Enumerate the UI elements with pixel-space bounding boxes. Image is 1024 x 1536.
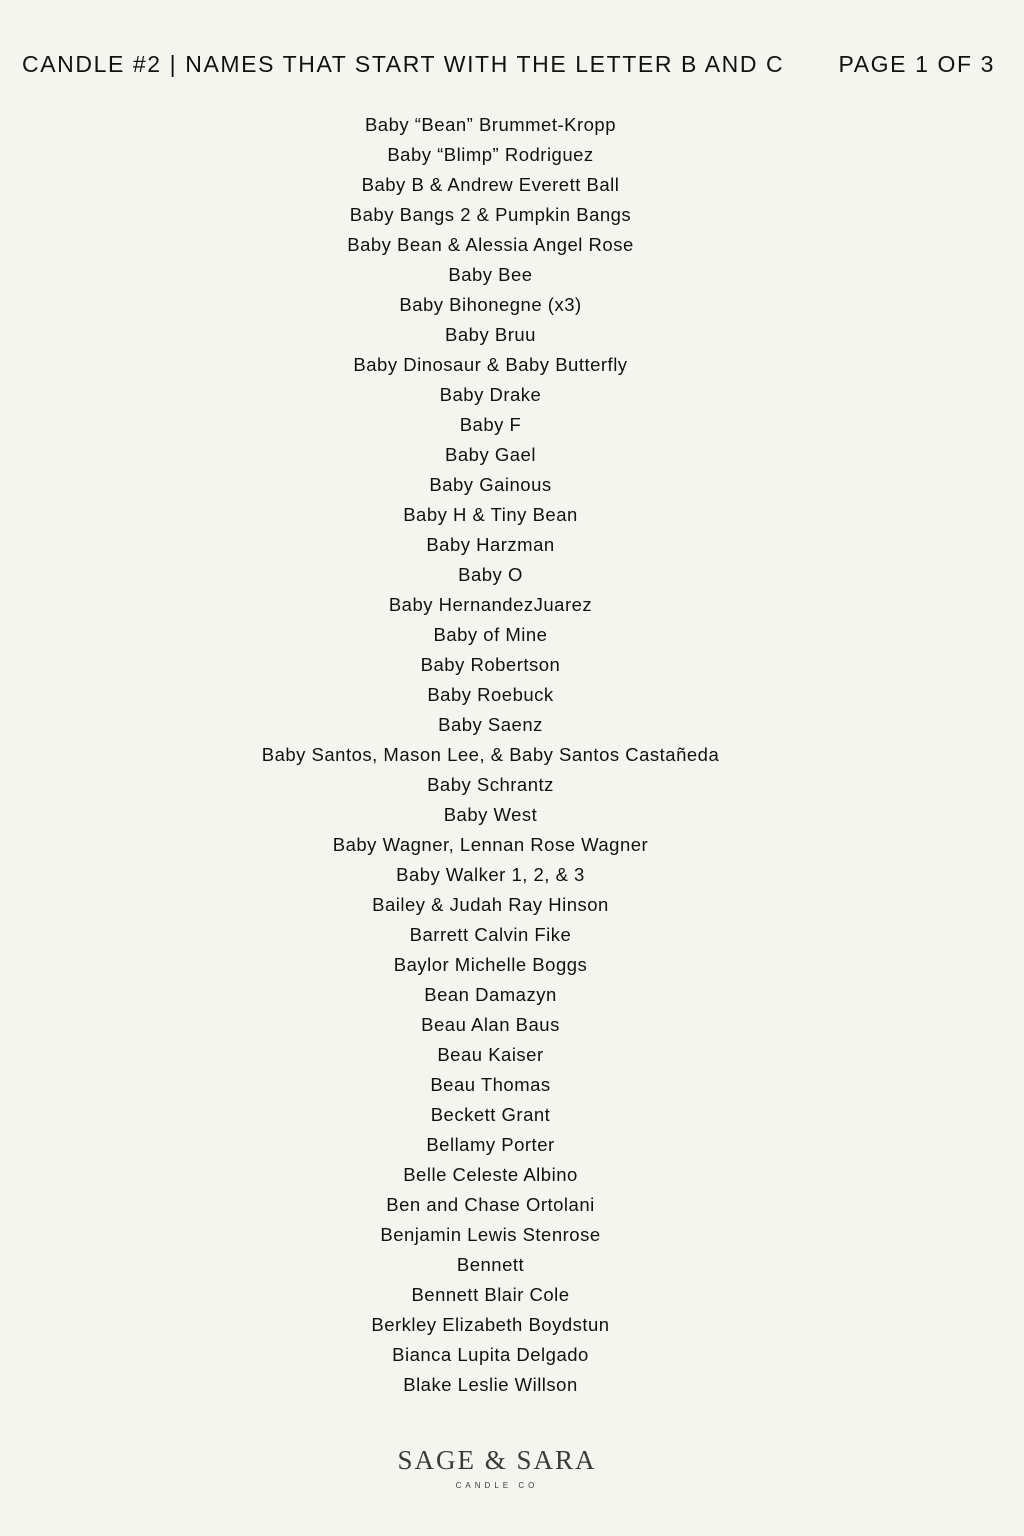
- name-item: Bennett Blair Cole: [411, 1284, 570, 1305]
- name-item: Baby Drake: [439, 384, 542, 405]
- name-item: Baby Walker 1, 2, & 3: [396, 864, 585, 885]
- name-item: Baby Bean & Alessia Angel Rose: [347, 234, 634, 255]
- name-item: Benjamin Lewis Stenrose: [380, 1224, 601, 1245]
- name-item: Barrett Calvin Fike: [409, 924, 572, 945]
- name-item: Baby Robertson: [420, 654, 561, 675]
- page-number: PAGE 1 OF 3: [838, 51, 995, 77]
- name-item: Beckett Grant: [430, 1104, 551, 1125]
- name-item: Baby Gael: [445, 444, 536, 465]
- name-item: Beau Kaiser: [437, 1044, 544, 1065]
- name-item: Bianca Lupita Delgado: [392, 1344, 589, 1365]
- name-list: [0, 110, 981, 1400]
- name-item: Baby Schrantz: [427, 774, 554, 795]
- name-item: Bailey & Judah Ray Hinson: [372, 894, 609, 915]
- name-item: Bean Damazyn: [424, 984, 557, 1005]
- name-item: Baby Bangs 2 & Pumpkin Bangs: [349, 204, 632, 225]
- name-item: Baby Roebuck: [427, 684, 554, 705]
- name-item: Belle Celeste Albino: [403, 1164, 578, 1185]
- name-item: Bellamy Porter: [426, 1134, 555, 1155]
- name-item: Baby “Blimp” Rodriguez: [387, 144, 594, 165]
- name-item: Baby Saenz: [438, 714, 543, 735]
- name-item: Baby West: [443, 804, 538, 825]
- name-item: Baby Bihonegne (x3): [399, 294, 582, 315]
- name-item: Baby Bruu: [445, 324, 536, 345]
- name-item: Baby Wagner, Lennan Rose Wagner: [332, 834, 649, 855]
- name-item: Beau Thomas: [430, 1074, 551, 1095]
- page-header: [0, 47, 1024, 81]
- brand-logo: [0, 1440, 994, 1492]
- name-item: Blake Leslie Willson: [403, 1374, 578, 1395]
- name-item: Ben and Chase Ortolani: [386, 1194, 595, 1215]
- name-item: Baby Gainous: [429, 474, 552, 495]
- name-item: Baby Dinosaur & Baby Butterfly: [353, 354, 628, 375]
- brand-name: SAGE & SARA: [397, 1445, 597, 1475]
- brand-subtitle: CANDLE CO: [455, 1481, 539, 1490]
- name-item: Berkley Elizabeth Boydstun: [371, 1314, 610, 1335]
- name-item: Baby O: [458, 564, 523, 585]
- name-item: Baby Harzman: [426, 534, 555, 555]
- name-item: Baby H & Tiny Bean: [403, 504, 578, 525]
- name-item: Baby HernandezJuarez: [388, 594, 593, 615]
- name-item: Baby Bee: [448, 264, 533, 285]
- name-item: Beau Alan Baus: [421, 1014, 560, 1035]
- name-item: Baby Santos, Mason Lee, & Baby Santos Castañeda: [261, 744, 720, 765]
- name-item: Bennett: [456, 1254, 525, 1275]
- name-item: Baby B & Andrew Everett Ball: [361, 174, 620, 195]
- name-item: Baby “Bean” Brummet-Kropp: [364, 114, 617, 135]
- name-item: Baby F: [459, 414, 522, 435]
- page-title: CANDLE #2 | NAMES THAT START WITH THE LETTER B AND C: [22, 51, 785, 77]
- name-item: Baylor Michelle Boggs: [393, 954, 588, 975]
- name-item: Baby of Mine: [433, 624, 548, 645]
